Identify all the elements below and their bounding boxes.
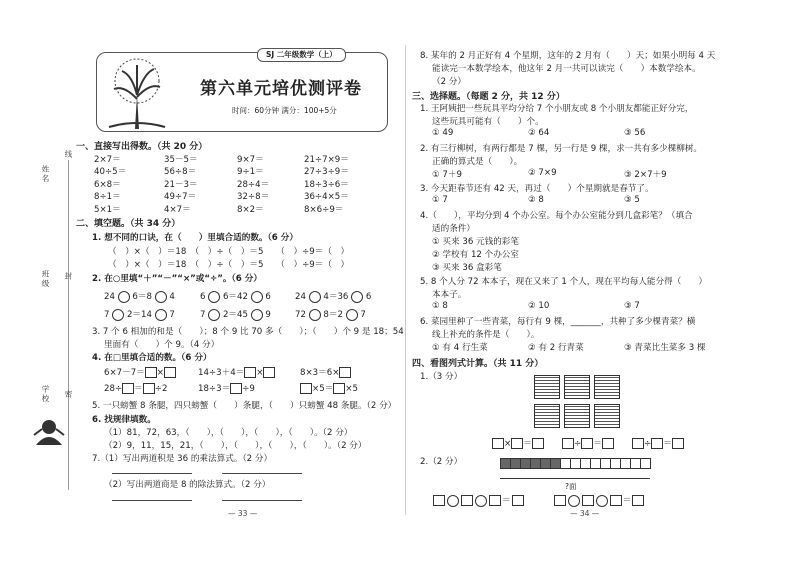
q8-line-3: （2 分） [432, 77, 466, 87]
q7-part-2: （2）写出两道商是 8 的除法算式。（2 分） [104, 480, 271, 490]
c4-option-3[interactable]: ③ 买来 36 盒彩笔 [432, 263, 502, 273]
c4-line-1: 4.（ ），平均分到 4 个办公室。每个办公室能分到几盒彩笔？（填合 [420, 211, 693, 221]
q4-text: 4. 在□里填合适的数。（6 分） [92, 353, 212, 363]
book-stack-icon [594, 375, 620, 399]
c1-option-3[interactable]: ③ 56 [624, 128, 646, 138]
page-number-right: — 34 — [570, 509, 600, 518]
math-item: 5×1＝ [94, 204, 121, 215]
class-label: 班级 [41, 270, 50, 289]
c5-option-2[interactable]: ② 10 [528, 301, 550, 311]
p2-unknown-label: ?面 [565, 482, 577, 491]
op-circle[interactable] [596, 495, 608, 507]
answer-box[interactable] [610, 495, 622, 506]
answer-box[interactable] [554, 495, 566, 506]
c6-option-2[interactable]: ② 有 2 行青菜 [528, 343, 584, 353]
answer-box[interactable] [651, 438, 663, 449]
tree-icon [104, 55, 170, 129]
line-word: 线 [64, 150, 73, 160]
math-item: 36÷4×5＝ [304, 192, 349, 203]
p1-label: 1.（3 分） [420, 372, 463, 382]
answer-box[interactable] [489, 495, 501, 506]
answer-box[interactable] [492, 438, 504, 449]
c1-option-1[interactable]: ① 49 [432, 128, 454, 138]
op-circle[interactable] [155, 291, 167, 303]
c5-option-3[interactable]: ③ 7 [624, 301, 640, 311]
page-number-left: — 33 — [228, 509, 258, 518]
seal-word: 封 [64, 272, 73, 282]
op-circle[interactable] [112, 309, 124, 321]
c6-line-2: 线上补充的条件是（ ）。 [432, 330, 540, 340]
answer-box[interactable] [339, 367, 351, 378]
book-stack-icon [564, 375, 590, 399]
q3-line-2: 里面有（ ）个 9。（4 分） [104, 340, 220, 350]
op-circle[interactable] [309, 291, 321, 303]
answer-line[interactable] [112, 500, 192, 501]
answer-line[interactable] [222, 473, 302, 474]
binding-line [68, 160, 69, 490]
math-item: 4×7＝ [164, 204, 191, 215]
q2-item-c: 24 4＝36 6 [295, 292, 372, 302]
math-item: 56÷8＝ [164, 167, 197, 178]
c2-option-1[interactable]: ① 7＋9 [432, 170, 462, 180]
answer-box[interactable] [333, 383, 345, 394]
op-circle[interactable] [251, 291, 263, 303]
c2-option-2[interactable]: ② 7×9 [528, 168, 557, 178]
c3-option-3[interactable]: ③ 5 [624, 195, 640, 205]
math-item: 8÷1＝ [94, 192, 121, 203]
q4-item-b3: 8×3＝6× [300, 366, 351, 378]
answer-box[interactable] [122, 383, 134, 394]
op-circle[interactable] [118, 291, 130, 303]
answer-box[interactable] [461, 495, 473, 506]
q1-row-2: （ ）×（ ）＝18 （ ）÷（ ）＝5 （ ）÷9＝（ ） [108, 260, 350, 270]
equals-sign: ＝ [622, 496, 632, 506]
p2-label: 2.（2 分） [420, 457, 463, 467]
c6-option-3[interactable]: ③ 青菜比生菜多 3 棵 [624, 343, 706, 353]
section-2-title: 二、填空题。（共 34 分） [76, 219, 181, 229]
answer-box[interactable] [582, 495, 594, 506]
math-item: 27÷3÷9＝ [304, 167, 349, 178]
answer-box[interactable] [511, 438, 523, 449]
q6-part-1: （1）81，72，63，（ ），（ ），（ ），（ ）。（2 分） [104, 428, 353, 438]
math-item: 28÷4＝ [237, 179, 270, 190]
secret-word: 密 [64, 390, 73, 400]
answer-box[interactable] [164, 367, 176, 378]
c5-line-2: 本本子。 [432, 290, 467, 300]
q2-text: 2. 在○里填“＋”“－”“×”或“÷”。（6 分） [92, 274, 262, 284]
q6-part-2: （2）9，11，15，21，（ ），（ ），（ ），（ ）。（2 分） [104, 441, 367, 451]
q2-item-f: 72 8＝2 7 [295, 310, 366, 320]
q6-text: 6. 找规律填数。 [92, 415, 156, 425]
math-item: 8×6÷9＝ [304, 204, 344, 215]
op-circle[interactable] [309, 309, 321, 321]
answer-box[interactable] [632, 495, 644, 506]
c1-line-1: 1. 王阿姨把一些玩具平均分给 7 个小朋友或 8 个小朋友都能正好分完， [420, 104, 694, 114]
page-title: 第六单元培优测评卷 [200, 79, 362, 99]
math-item: 21÷7×9＝ [304, 155, 349, 165]
c2-line-1: 2. 有三行柳树，有两行都是 7 棵，另一行是 9 棵，求一共有多少棵柳树。 [420, 144, 703, 154]
book-stack-icon [594, 404, 620, 428]
answer-line[interactable] [222, 500, 302, 501]
math-item: 35－5＝ [164, 155, 198, 165]
c4-option-1[interactable]: ① 买来 36 元钱的彩笔 [432, 237, 519, 247]
math-item: 8×2＝ [237, 204, 264, 215]
grade-tab: SJ 二年级数学（上） [257, 48, 346, 62]
math-item: 6×8＝ [94, 179, 121, 190]
math-item: 49÷7＝ [164, 192, 197, 203]
math-item: 9×7＝ [237, 155, 264, 165]
q4-item-c: 28÷ ＝ ÷2 [104, 384, 168, 394]
answer-box[interactable] [300, 383, 312, 394]
q4-item-a: 6×7－7＝ × [104, 366, 176, 378]
q1-row-1: （ ）×（ ）＝18 （ ）÷（ ）＝5 （ ）÷9＝（ ） [108, 247, 350, 257]
p1-equation-2: ÷ ＝ [562, 437, 614, 449]
q1-text: 1. 想不同的口诀，在（ ）里填合适的数。（6 分） [92, 233, 298, 243]
math-item: 21－3＝ [164, 179, 198, 190]
section-3-title: 三、选择题。（每题 2 分，共 12 分） [412, 92, 565, 102]
c3-option-2[interactable]: ② 8 [528, 195, 544, 205]
flag-icon [640, 458, 651, 469]
q2-item-b: 6 6＝42 6 [200, 292, 271, 302]
op-circle[interactable] [346, 309, 358, 321]
mascot-icon [30, 415, 68, 449]
name-label: 姓名 [41, 165, 50, 184]
answer-box[interactable] [562, 438, 574, 449]
answer-box[interactable] [602, 438, 614, 449]
exam-meta: 时间：60分钟 满分：100+5分 [232, 106, 337, 115]
p1-equation-3: ÷ ＝ [632, 437, 684, 449]
answer-line[interactable] [112, 473, 192, 474]
math-item: 9÷1＝ [237, 167, 264, 178]
math-item: 2×7＝ [94, 155, 121, 165]
op-circle[interactable] [251, 309, 263, 321]
book-stack-icon [564, 404, 590, 428]
c2-line-2: 正确的算式是（ ）。 [432, 157, 523, 167]
q8-line-1: 8. 某年的 2 月正好有 4 个星期，这年的 2 月有（ ）天；如果小明每 4 天 [420, 51, 716, 61]
op-circle[interactable] [155, 309, 167, 321]
c3-text: 3. 今天距春节还有 42 天，再过（ ）个星期就是春节了。 [420, 184, 654, 194]
c1-option-2[interactable]: ② 64 [528, 128, 550, 138]
c4-option-2[interactable]: ② 学校有 12 个办公室 [432, 250, 519, 260]
brace-line [500, 478, 650, 479]
page-divider [405, 45, 406, 515]
book-stack-icon [534, 404, 560, 428]
op-circle[interactable] [475, 495, 487, 507]
c3-option-1[interactable]: ① 7 [432, 195, 448, 205]
q3-line-1: 3. 7 个 6 相加的和是（ ）；8 个 9 比 70 多（ ）；（ ）个 9 是 18；54 [92, 327, 404, 337]
q7-part-1: 7.（1）写出两道积是 36 的乘法算式。（2 分） [92, 454, 273, 464]
answer-box[interactable] [244, 367, 256, 378]
p1-equation-1: × ＝ [492, 437, 544, 449]
section-4-title: 四、看图列式计算。（共 11 分） [412, 359, 544, 369]
p2-equations [432, 494, 645, 507]
math-item: 18÷3÷6＝ [304, 179, 349, 190]
answer-box[interactable] [532, 438, 544, 449]
op-circle[interactable] [208, 291, 220, 303]
answer-box[interactable] [143, 383, 155, 394]
section-1-title: 一、直接写出得数。（共 20 分） [76, 142, 208, 152]
q5-text: 5. 一只螃蟹 8 条腿，四只螃蟹（ ）条腿，（ ）只螃蟹 48 条腿。（2 分） [92, 401, 397, 411]
c5-line-1: 5. 8 个人分 72 本本子，现在又来了 1 个人，现在平均每人能分得（ ） [420, 277, 708, 287]
answer-box[interactable] [433, 495, 445, 506]
c2-option-3[interactable]: ③ 2×7＋9 [624, 170, 667, 180]
answer-box[interactable] [512, 495, 524, 506]
c1-line-2: 这些玩具可能有（ ）个。 [432, 117, 544, 127]
q4-item-d: 18÷3＝ ÷9 [198, 384, 255, 394]
c5-option-1[interactable]: ① 8 [432, 301, 448, 311]
op-circle[interactable] [447, 495, 459, 507]
answer-box[interactable] [263, 367, 275, 378]
q2-item-a: 24 6＝8 4 [104, 292, 175, 302]
op-circle[interactable] [568, 495, 580, 507]
math-item: 32÷8＝ [237, 192, 270, 203]
answer-box[interactable] [145, 367, 157, 378]
q4-item-e: ×5＝ ×5 [300, 382, 358, 394]
q2-item-d: 7 2＝14 7 [104, 310, 175, 320]
q8-line-2: 能读完一本数学绘本，他这年 2 月一共可以读完（ ）本数学绘本。 [432, 64, 701, 74]
answer-box[interactable] [230, 383, 242, 394]
op-circle[interactable] [351, 291, 363, 303]
c6-option-1[interactable]: ① 有 4 行生菜 [432, 343, 488, 353]
op-circle[interactable] [208, 309, 220, 321]
q2-item-e: 7 2＝45 9 [200, 310, 271, 320]
answer-box[interactable] [581, 438, 593, 449]
c4-line-2: 适的条件） [432, 224, 475, 234]
equals-sign: ＝ [502, 496, 511, 506]
math-item: 40÷5＝ [94, 167, 127, 178]
answer-box[interactable] [632, 438, 644, 449]
school-label: 学校 [41, 385, 50, 404]
answer-box[interactable] [672, 438, 684, 449]
q4-item-b: 14÷3＋4＝ × [198, 366, 275, 378]
c6-line-1: 6. 菜园里种了一些青菜，每行有 9 棵，_______，共种了多少棵青菜？横 [420, 317, 696, 327]
book-stack-icon [534, 375, 560, 399]
